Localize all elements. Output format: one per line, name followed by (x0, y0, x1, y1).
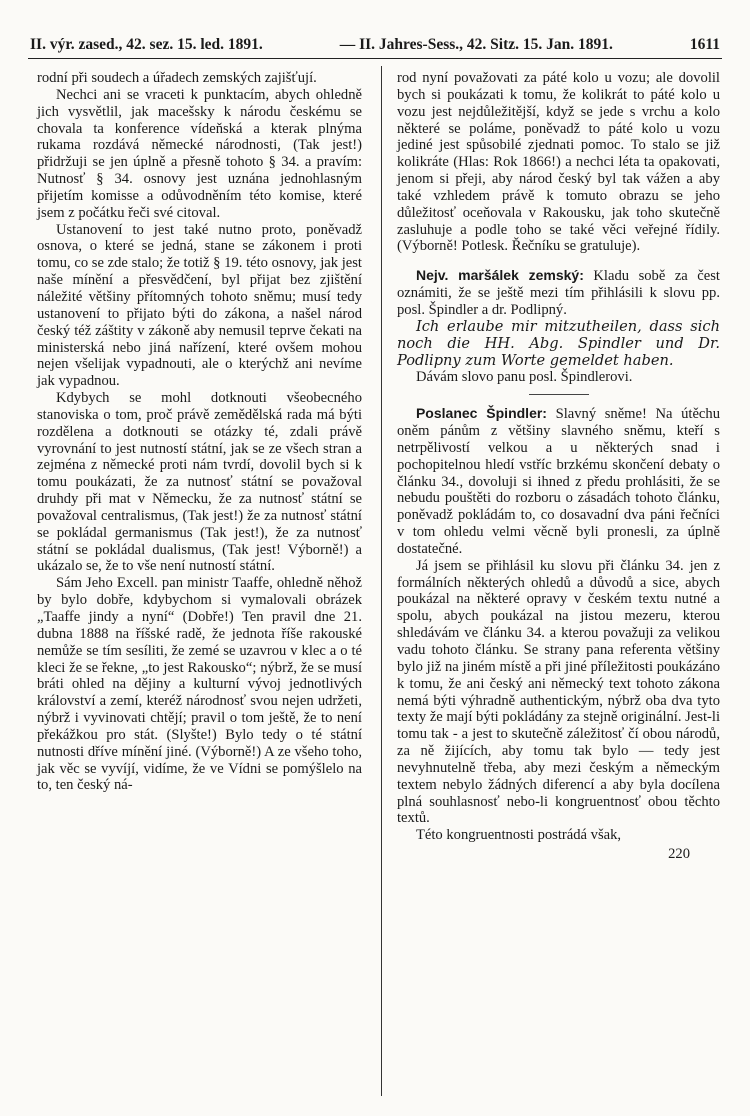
speaker-paragraph (397, 405, 720, 558)
footer-page-number: 220 (668, 846, 690, 863)
speaker-name: Nejv. maršálek zemský: (415, 267, 584, 284)
paragraph: Nechci ani se vraceti k punktacím, abych ohledně jich vysvětlil, jak macešsky k národu českému se chovala ta konference vídeňská a kterak plnýma rukama rozdává německé národnosti, (Tak jest!) přidržuji se jen úplně a přesně tohoto § 34. a pravím: Nutnosť § 34. osnovy jest uznána jednohlasným přijetím komisse a odůvodněním této komise, které jsem z počátku řeči své citoval. (37, 86, 362, 221)
paragraph: rod nyní považovati za páté kolo u vozu; ale dovolil bych si poukázati k tomu, že kolikrát to páté kolo u vozu jest nejdůležitější, když se jede s vrchu a kolo některé se poláme, poněvadž to páté kolo u vozu jediné jest spůsobilé zjednati pomoc. To stalo se již kolikráte (Hlas: Rok 1866!) a nechci léta ta opakovati, jenom si přeji, aby národ český byl tak vážen a aby také vzhledem právě k tomuto obrazu se jeho důležitosť oceňovala v Rakousku, jak toho skutečně zasluhuje a podle toho se také věci veřejné řídily. (Výborně! Potlesk. Řečníku se gratuluje). (397, 70, 720, 255)
paragraph: Kdybych se mohl dotknouti všeobecného stanoviska o tom, proč právě zemědělská rada má býti rozdělena a dotknouti se otázky té, zdali právě vyrovnání to jest nutností státní, jak se ze všech stran a zejména z německé proti nám tvrdí, dovolil bych si k tomu poukázati, že za nutnosť státní se považoval druhdy při mat v Německu, že za nutnosť státní se považoval centralismus, (Tak jest!) že za nutnosť státní se pokládal germanismus (Tak jest!), že za nutnosť státní se pokládal dualismus, (Tak jest! Výborně!) a ukázalo se, že to vše není nutností státní. (37, 390, 362, 575)
speaker-paragraph (397, 267, 720, 319)
speech-text: Kladu sobě za čest oznámiti, že se ještě mezi tím přihlásili k slovu pp. posl. Špindler a dr. Podlipný. (397, 268, 720, 318)
section-divider (529, 394, 589, 395)
running-header (30, 36, 720, 54)
header-left: II. výr. zased., 42. sez. 15. led. 1891. (30, 36, 263, 53)
paragraph: Ustanovení to jest také nutno proto, poněvadž osnova, o které se jedná, stane se zákonem i proti tomu, co se zde stalo; že totiž § 19. této osnovy, jak jest naše mínění a přesvědčení, byl přijat bez zjištění náležité většiny přítomných tohoto sněmu; musí tedy ustanovení to přijato býti do zákona, a našel národ český též záštity v zákoně aby nemusil teprve čekati na ministerská nebo jiná nařízení, které ovšem mohou nejen všelijak vypadnouti, ale o kterýchž ani nevíme jak vypadnou. (37, 221, 362, 390)
paragraph: Této kongruentnosti postrádá však, (415, 827, 622, 844)
header-right: — II. Jahres-Sess., 42. Sitz. 15. Jan. 1891. (339, 36, 613, 53)
column-divider (381, 66, 382, 1096)
header-page-number: 1611 (689, 36, 720, 53)
header-rule (28, 58, 722, 59)
paragraph: Já jsem se přihlásil ku slovu při článku 34. jen z formálních některých ohledů a důvodů a sice, abych poukázal na některé opravy v českém textu nutné a spolu, abych poukázal na jistou mezeru, kterou shledávám ve článku 34. a kterou považuji za velikou vadu tohoto článku. Se strany pana referenta většiny bylo již na jiném místě a při jiné příležitosti poukázáno k tomu, že ani český ani německý text tohoto zákona nemá býti výhradně authentickým, nýbrž oba dva tyto texty že mají býti pokládány za stejně originální. Jest-li tomu tak - a jest to skutečně záležitosť čí obou národů, za ně žijících, aby tomu tak bylo — tedy jest nevyhnutelně třeba, aby mezi českým a německým textem nebylo žádných diferencí a aby byla docílena plná souhlasnosť nebo-li kongruentnosť obou těchto textů. (397, 557, 721, 827)
right-column (397, 70, 720, 863)
paragraph: Sám Jeho Excell. pan ministr Taaffe, ohledně něhož by bylo dobře, kdybychom si vymalovali obrázek „Taaffe jindy a nyní“ (Dobře!) Ten pravil dne 21. dubna 1888 na říšské radě, že jednota říše rakouské nemůže se tím sesíliti, že zemé se uzavrou v klec a o té kleci že se řekne, „to jest Rakousko“; nýbrž, že se musí bráti ohled na dějiny a kulturní vývoj jednotlivých království a zemí, kteréž národnosť svou nejen udržeti, nýbrž i vyvinovati chtějí; pravil o tom ještě, že to není překážkou pro stát. (Slyšte!) Bylo tedy o té státní nutnosti dříve mínění jiné. (Výborně!) A ze všeho toho, jak věc se vyvíjí, vidíme, že ve Vídni se pomýšlelo na to, ten český ná- (37, 575, 362, 794)
paragraph: Dávám slovo panu posl. Špindlerovi. (415, 369, 633, 386)
left-column (37, 70, 362, 794)
speech-text: Slavný sněme! Na útěchu oněm pánům z většiny slavného sněmu, kteří s netrpělivostí velkou a u některých snad i pochopitelnou hledí vstříc brzkému skončení debaty o článku 34., dovoluji si ihned z předu prohlásiti, že se nebudu pouštěti do rozboru o zásadách tohoto článku, poněvadž pokládám to, co dosavadní dva páni řečníci v tom ohledu velmi věcně byli pronesli, za úplně dostatečné. (397, 406, 720, 557)
speaker-name: Poslanec Špindler: (415, 405, 547, 422)
german-translation: Ich erlaube mir mitzutheilen, dass sich noch die HH. Abg. Spindler und Dr. Podlipny zum Worte gemeldet haben. (397, 317, 720, 369)
paragraph: rodní při soudech a úřadech zemských zajišťují. (37, 70, 317, 86)
